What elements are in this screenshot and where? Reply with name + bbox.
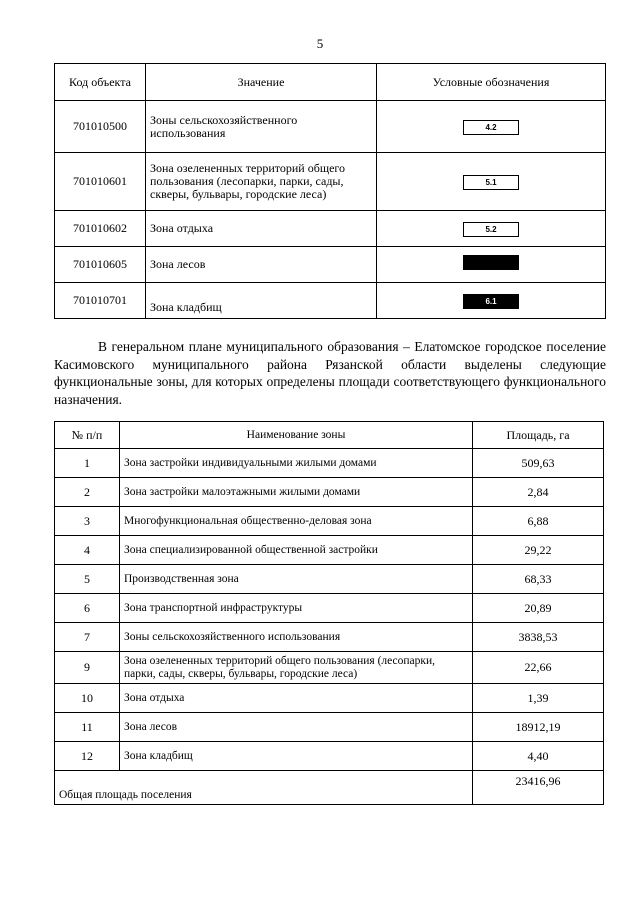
- paragraph-text: В генеральном плане муниципального образования – Елатомское городское поселение Касимовского муниципального района Рязанской области выделены следующие функциональные зоны, для которых определены площади соответствующего функционального назначения.: [54, 339, 606, 407]
- legend-symbol: 5.1: [463, 175, 519, 190]
- total-label: Общая площадь поселения: [55, 771, 473, 805]
- zone-name: Зона кладбищ: [120, 742, 473, 771]
- object-code: 701010701: [55, 283, 146, 319]
- table-row: [55, 684, 604, 713]
- table-row: [55, 101, 606, 153]
- object-code: 701010500: [55, 101, 146, 153]
- header-code: Код объекта: [55, 64, 146, 101]
- row-number: 11: [55, 713, 120, 742]
- zones-table: [54, 421, 604, 805]
- table-row: [55, 594, 604, 623]
- table-row: [55, 742, 604, 771]
- page-number: 5: [316, 36, 324, 51]
- header-area: Площадь, га: [473, 422, 604, 449]
- table-row: [55, 623, 604, 652]
- zone-name: Зона транспортной инфраструктуры: [120, 594, 473, 623]
- header-symbol: Условные обозначения: [377, 64, 606, 101]
- zone-area: 2,84: [473, 478, 604, 507]
- object-code: 701010601: [55, 153, 146, 211]
- table-row: [55, 565, 604, 594]
- zone-area: 4,40: [473, 742, 604, 771]
- table-row: [55, 211, 606, 247]
- zone-name: Зона застройки малоэтажными жилыми домами: [120, 478, 473, 507]
- zone-area: 22,66: [473, 652, 604, 684]
- zone-name: Зона специализированной общественной застройки: [120, 536, 473, 565]
- row-number: 6: [55, 594, 120, 623]
- table-row: [55, 449, 604, 478]
- object-value: Зона лесов: [146, 247, 377, 283]
- table-row: [55, 283, 606, 319]
- legend-symbol: 4.2: [463, 120, 519, 135]
- object-value: Зона кладбищ: [146, 283, 377, 319]
- zone-area: 20,89: [473, 594, 604, 623]
- legend-symbol: 6.1: [463, 294, 519, 309]
- zone-name: Многофункциональная общественно-деловая зона: [120, 507, 473, 536]
- zone-area: 1,39: [473, 684, 604, 713]
- header-zone-name: Наименование зоны: [120, 422, 473, 449]
- zone-area: 68,33: [473, 565, 604, 594]
- legend-symbol: 5.2: [463, 222, 519, 237]
- object-value: Зоны сельскохозяйственного использования: [146, 101, 377, 153]
- object-value: Зона озелененных территорий общего пользования (лесопарки, парки, сады, скверы, бульвары, городские леса): [146, 153, 377, 211]
- row-number: 7: [55, 623, 120, 652]
- object-value: Зона отдыха: [146, 211, 377, 247]
- header-value: Значение: [146, 64, 377, 101]
- table-row: [55, 507, 604, 536]
- row-number: 3: [55, 507, 120, 536]
- zone-name: Зоны сельскохозяйственного использования: [120, 623, 473, 652]
- total-row: [55, 771, 604, 805]
- table-row: [55, 652, 604, 684]
- row-number: 10: [55, 684, 120, 713]
- legend-table: [54, 63, 606, 319]
- zones-table-header: [55, 422, 604, 449]
- zone-name: Зона озелененных территорий общего пользования (лесопарки, парки, сады, скверы, бульвары, городские леса): [120, 652, 473, 684]
- object-code: 701010602: [55, 211, 146, 247]
- table-row: [55, 247, 606, 283]
- table-row: [55, 478, 604, 507]
- row-number: 12: [55, 742, 120, 771]
- row-number: 1: [55, 449, 120, 478]
- total-area: 23416,96: [473, 771, 604, 805]
- zone-name: Зона застройки индивидуальными жилыми домами: [120, 449, 473, 478]
- legend-table-header: [55, 64, 606, 101]
- zone-area: 18912,19: [473, 713, 604, 742]
- zone-name: Зона отдыха: [120, 684, 473, 713]
- row-number: 2: [55, 478, 120, 507]
- row-number: 5: [55, 565, 120, 594]
- zone-area: 509,63: [473, 449, 604, 478]
- table-row: [55, 713, 604, 742]
- zone-area: 6,88: [473, 507, 604, 536]
- zone-area: 3838,53: [473, 623, 604, 652]
- row-number: 4: [55, 536, 120, 565]
- zone-area: 29,22: [473, 536, 604, 565]
- zone-name: Зона лесов: [120, 713, 473, 742]
- object-code: 701010605: [55, 247, 146, 283]
- legend-symbol: [463, 255, 519, 270]
- header-number: № п/п: [55, 422, 120, 449]
- table-row: [55, 536, 604, 565]
- zone-name: Производственная зона: [120, 565, 473, 594]
- row-number: 9: [55, 652, 120, 684]
- table-row: [55, 153, 606, 211]
